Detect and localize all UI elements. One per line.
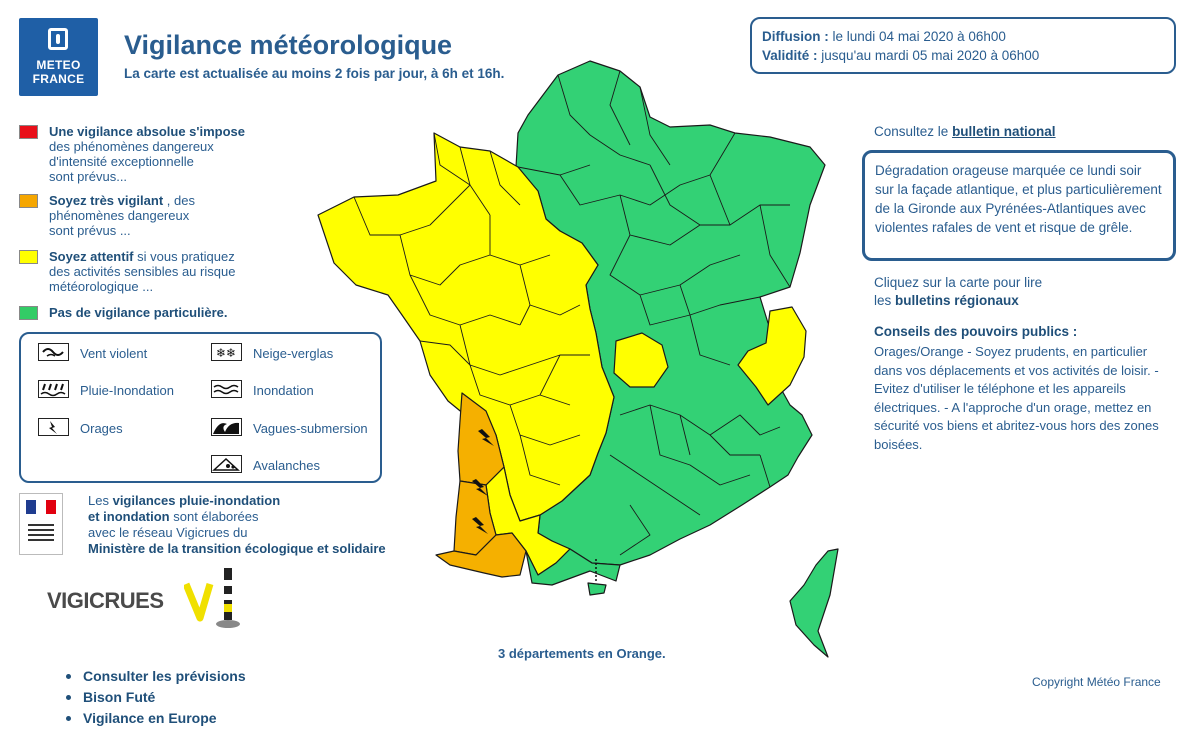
page-subtitle: La carte est actualisée au moins 2 fois par jour, à 6h et 16h.: [124, 66, 505, 81]
flood-icon: [211, 380, 242, 398]
legend-red-text3: sont prévus...: [49, 169, 128, 184]
map-zone-green-andorra[interactable]: [588, 583, 606, 595]
logo-text-line1: METEO: [36, 58, 81, 72]
link-forecasts[interactable]: Consulter les prévisions: [66, 668, 246, 689]
svg-text:❄❄: ❄❄: [216, 346, 237, 360]
legend-yellow-title: Soyez attentif: [49, 249, 134, 264]
link-bison-fute[interactable]: Bison Futé: [66, 689, 246, 710]
legend-yellow-text2: des activités sensibles au risque: [49, 264, 236, 279]
ministry-logo[interactable]: [19, 493, 63, 555]
rain-flood-icon: [38, 380, 69, 398]
ministry-link[interactable]: Ministère de la transition écologique et solidaire: [88, 541, 386, 556]
phenomenon-wind-label: Vent violent: [80, 346, 148, 361]
vi-logo[interactable]: [184, 566, 248, 632]
ministry-line2-bold: et inondation: [88, 509, 170, 524]
legend-green-title: Pas de vigilance particulière.: [49, 305, 228, 320]
orange-count-text: 3 départements en Orange.: [498, 646, 666, 661]
bottom-links: [66, 668, 246, 731]
consult-national: [874, 124, 1056, 139]
ministry-line1-bold: vigilances pluie-inondation: [112, 493, 281, 508]
legend-red-title: Une vigilance absolue s'impose: [49, 124, 245, 139]
orange-swatch: [19, 194, 38, 208]
legend-yellow-text1: si vous pratiquez: [137, 249, 235, 264]
legend-orange-title: Soyez très vigilant: [49, 193, 164, 208]
phenomenon-avalanche-label: Avalanches: [253, 458, 320, 473]
regional-line1: Cliquez sur la carte pour lire: [874, 275, 1043, 290]
meteo-france-mark-icon: [48, 28, 68, 50]
yellow-swatch: [19, 250, 38, 264]
copyright: Copyright Météo France: [1032, 675, 1161, 689]
wind-icon: [38, 343, 69, 361]
phenomenon-waves-label: Vagues-submersion: [253, 421, 368, 436]
legend-orange-text2: phénomènes dangereux: [49, 208, 190, 223]
legend-yellow-text3: météorologique ...: [49, 279, 154, 294]
diffusion-label: Diffusion :: [762, 29, 829, 44]
phenomenon-snow-label: Neige-verglas: [253, 346, 334, 361]
diffusion-value: le lundi 04 mai 2020 à 06h00: [832, 29, 1006, 44]
legend-orange-text1: , des: [166, 193, 195, 208]
bulletin-summary-box: Dégradation orageuse marquée ce lundi soir sur la façade atlantique, et plus particulièrement de la Gironde aux Pyrénées-Atlantiques avec violentes rafales de vent et risque de grêle.: [862, 150, 1176, 261]
waves-icon: [211, 418, 242, 436]
snow-ice-icon: [211, 343, 242, 361]
advice-text: Orages/Orange - Soyez prudents, en particulier dans vos déplacements et vos activités de loisir. - Evitez d'utiliser le téléphone et les appareils électriques. - A l'approche d'un orage, mettez en sécurité vos biens et abritez-vous hors des zones boisées.: [874, 344, 1159, 452]
france-vigilance-map[interactable]: [290, 55, 850, 665]
red-swatch: [19, 125, 38, 139]
validity-label: Validité :: [762, 48, 818, 63]
green-swatch: [19, 306, 38, 320]
legend-red-text2: d'intensité exceptionnelle: [49, 154, 194, 169]
validity-value: jusqu'au mardi 05 mai 2020 à 06h00: [821, 48, 1040, 63]
regional-bulletins-link[interactable]: bulletins régionaux: [895, 293, 1019, 308]
map-zone-green-corsica[interactable]: [790, 549, 838, 657]
page-title: Vigilance météorologique: [124, 30, 453, 60]
ministry-line2-rest: sont élaborées: [173, 509, 259, 524]
phenomenon-rain-flood-label: Pluie-Inondation: [80, 383, 174, 398]
legend-red-text1: des phénomènes dangereux: [49, 139, 214, 154]
ministry-line3: avec le réseau Vigicrues du: [88, 525, 248, 540]
legend-orange-text3: sont prévus ...: [49, 223, 131, 238]
regional-bulletins: [874, 274, 1042, 310]
vigicrues-logo[interactable]: VIGICRUES: [47, 588, 164, 613]
avalanche-icon: [211, 455, 242, 473]
thunderstorm-icon: [38, 418, 69, 436]
consult-prefix: Consultez le: [874, 124, 949, 139]
logo-text-line2: FRANCE: [32, 72, 85, 86]
link-vigilance-europe[interactable]: Vigilance en Europe: [66, 710, 246, 731]
phenomenon-thunderstorm-label: Orages: [80, 421, 123, 436]
ministry-line1-prefix: Les: [88, 493, 109, 508]
phenomenon-flood-label: Inondation: [253, 383, 314, 398]
regional-prefix: les: [874, 293, 892, 308]
advice-title: Conseils des pouvoirs publics :: [874, 324, 1078, 339]
meteo-france-logo[interactable]: [19, 18, 98, 96]
national-bulletin-link[interactable]: bulletin national: [952, 124, 1056, 139]
